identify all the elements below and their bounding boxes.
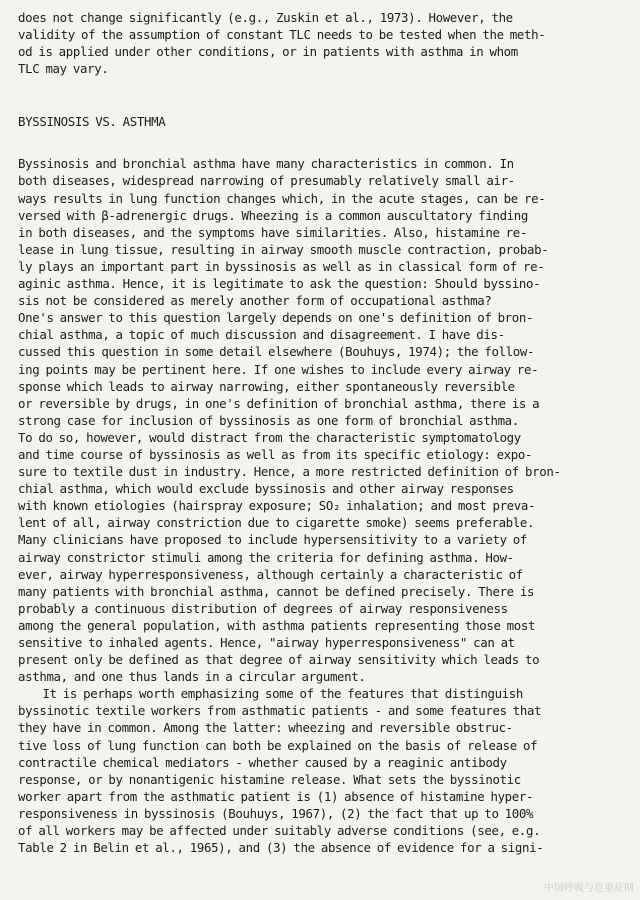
- text-line: Many clinicians have proposed to include hypersensitivity to a variety of: [18, 532, 528, 548]
- text-line: One's answer to this question largely depends on one's definition of bron-: [18, 310, 534, 326]
- text-line: cussed this question in some detail elsewhere (Bouhuys, 1974); the follow-: [18, 344, 535, 360]
- text-line: of all workers may be affected under suitably adverse conditions (see, e.g.: [18, 823, 541, 839]
- text-line: To do so, however, would distract from the characteristic symptomatology: [18, 429, 521, 445]
- text-line: ways results in lung function changes which, in the acute stages, can be re-: [18, 190, 546, 206]
- text-line: ever, airway hyperresponsiveness, although certainly a characteristic of: [18, 566, 523, 582]
- text-line: aginic asthma. Hence, it is legitimate to ask the question: Should byssino-: [18, 276, 541, 292]
- text-line: airway constrictor stimuli among the criteria for defining asthma. How-: [18, 549, 514, 565]
- text-line: sure to textile dust in industry. Hence, a more restricted definition of bron-: [18, 464, 561, 480]
- text-line: many patients with bronchial asthma, cannot be defined precisely. There is: [18, 583, 535, 599]
- text-line: does not change significantly (e.g., Zuskin et al., 1973). However, the: [18, 10, 513, 25]
- text-line: sensitive to inhaled agents. Hence, "airway hyperresponsiveness" can at: [18, 635, 515, 650]
- text-line: worker apart from the asthmatic patient is (1) absence of histamine hyper-: [18, 788, 534, 804]
- text-line: versed with β-adrenergic drugs. Wheezing is a common auscultatory finding: [18, 207, 529, 223]
- text-line: validity of the assumption of constant TLC needs to be tested when the meth-: [18, 27, 546, 43]
- text-line: contractile chemical mediators - whether caused by a reaginic antibody: [18, 754, 507, 770]
- text-line: or reversible by drugs, in one's definition of bronchial asthma, there is a: [18, 395, 540, 411]
- text-line: chial asthma, which would exclude byssinosis and other airway responses: [18, 481, 514, 497]
- text-line: sponse which leads to airway narrowing, either spontaneously reversible: [18, 378, 515, 394]
- text-line: TLC may vary.: [18, 61, 109, 77]
- text-line: Table 2 in Belin et al., 1965), and (3) the absence of evidence for a signi-: [18, 840, 544, 856]
- text-line: od is applied under other conditions, or in patients with asthma in whom: [18, 44, 518, 60]
- text-line: responsiveness in byssinosis (Bouhuys, 1967), (2) the fact that up to 100%: [18, 805, 534, 821]
- text-line: ly plays an important part in byssinosis as well as in classical form of re-: [18, 258, 545, 274]
- text-line: sis not be considered as merely another form of occupational asthma?: [18, 293, 492, 309]
- text-line: lent of all, airway constriction due to cigarette smoke) seems preferable.: [18, 515, 535, 531]
- text-line: in both diseases, and the symptoms have similarities. Also, histamine re-: [18, 224, 528, 240]
- text-line: tive loss of lung function can both be explained on the basis of release of: [18, 737, 538, 753]
- text-line: probably a continuous distribution of degrees of airway responsiveness: [18, 600, 508, 616]
- body-text: [18, 155, 630, 856]
- spacer: [18, 77, 630, 113]
- text-line: asthma, and one thus lands in a circular argument.: [18, 669, 366, 685]
- text-line: present only be defined as that degree of airway sensitivity which leads to: [18, 652, 540, 668]
- text-line: Byssinosis and bronchial asthma have many characteristics in common. In: [18, 156, 514, 172]
- text-line: they have in common. Among the latter: wheezing and reversible obstruc-: [18, 720, 513, 736]
- text-line: and time course of byssinosis as well as from its specific etiology: expo-: [18, 446, 533, 462]
- text-line: lease in lung tissue, resulting in airway smooth muscle contraction, probab-: [18, 241, 549, 257]
- text-line: response, or by nonantigenic histamine release. What sets the byssinotic: [18, 771, 521, 787]
- section-heading: BYSSINOSIS VS. ASTHMA: [18, 114, 166, 130]
- text-line: It is perhaps worth emphasizing some of the features that distinguish: [18, 686, 524, 702]
- text-line: among the general population, with asthma patients representing those most: [18, 617, 536, 633]
- text-line: byssinotic textile workers from asthmatic patients - and some features that: [18, 703, 542, 719]
- spacer: [18, 131, 630, 155]
- text-line: chial asthma, a topic of much discussion and disagreement. I have dis-: [18, 327, 505, 343]
- top-paragraph: [18, 9, 630, 77]
- watermark: 中国呼吸与危重症网: [544, 883, 634, 894]
- text-line: with known etiologies (hairspray exposure; SO₂ inhalation; and most preva-: [18, 498, 536, 514]
- text-line: strong case for inclusion of byssinosis as one form of bronchial asthma.: [18, 412, 519, 428]
- text-line: ing points may be pertinent here. If one wishes to include every airway re-: [18, 361, 539, 377]
- text-line: both diseases, widespread narrowing of presumably relatively small air-: [18, 173, 515, 189]
